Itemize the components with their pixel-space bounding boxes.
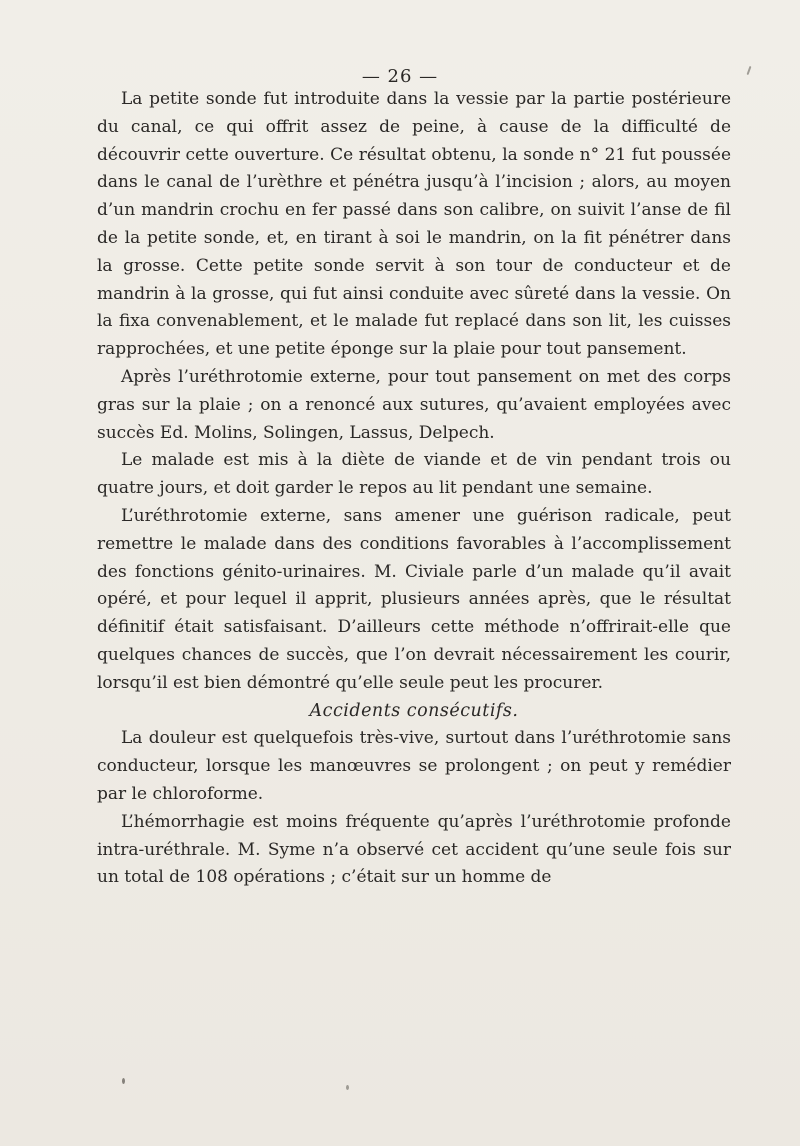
paragraph: L’uréthrotomie externe, sans amener une guérison radicale, peut remettre le malade dans des conditions favorables à l’accomplissement des fonctions génito-urinaires. M. Civiale parle d’un malade qu’il avait opéré, et pour lequel il apprit, plusieurs années après, que le résultat définitif était satisfaisant. D’ailleurs cette méthode n’offrirait-elle que quelques chances de succès, que l’on devrait nécessairement les courir, lorsqu’il est bien démontré qu’elle seule peut les procurer.	[97, 505, 731, 693]
paragraph: L’hémorrhagie est moins fréquente qu’après l’uréthrotomie profonde intra-uréthrale. M. Syme n’a observé cet accident qu’une seule fois sur un total de 108 opérations ; c’était sur un homme de	[97, 811, 731, 888]
paper-speck	[346, 1085, 349, 1090]
paragraph: La petite sonde fut introduite dans la vessie par la partie postérieure du canal, ce qui offrit assez de peine, à cause de la difficulté de découvrir cette ouverture. Ce résultat obtenu, la sonde n° 21 fut poussée dans le canal de l’urèthre et pénétra jusqu’à l’incision ; alors, au moyen d’un mandrin crochu en fer passé dans son calibre, on suivit l’anse de fil de la petite sonde, et, en tirant à soi le mandrin, on la fit pénétrer dans la grosse. Cette petite sonde servit à son tour de conducteur et de mandrin à la grosse, qui fut ainsi conduite avec sûreté dans la vessie. On la fixa convenablement, et le malade fut replacé dans son lit, les cuisses rapprochées, et une petite éponge sur la plaie pour tout pansement.	[97, 89, 731, 360]
page-number: — 26 —	[361, 66, 439, 87]
paragraph: Le malade est mis à la diète de viande et de vin pendant trois ou quatre jours, et doit garder le repos au lit pendant une semaine.	[97, 450, 731, 499]
body-text	[97, 86, 731, 892]
paragraph: La douleur est quelquefois très-vive, surtout dans l’uréthrotomie sans conducteur, lorsque les manœuvres se prolongent ; on peut y remédier par le chloroforme.	[97, 728, 731, 804]
section-heading: Accidents consécutifs.	[309, 700, 519, 721]
paper-speck	[122, 1078, 125, 1084]
paragraph: Après l’uréthrotomie externe, pour tout pansement on met des corps gras sur la plaie ; on a renoncé aux sutures, qu’avaient employées avec succès Ed. Molins, Solingen, Lassus, Delpech.	[97, 366, 731, 443]
